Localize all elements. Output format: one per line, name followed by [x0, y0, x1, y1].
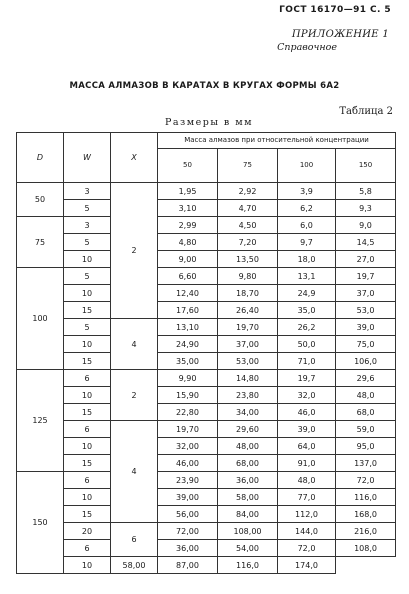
standard-reference: ГОСТ 16170—91 С. 5	[279, 5, 391, 15]
mass-100-cell: 64,0	[278, 438, 336, 455]
table-header-row	[17, 133, 396, 149]
width-cell: 5	[64, 234, 111, 251]
table-row	[17, 421, 396, 438]
appendix-title: ПРИЛОЖЕНИЕ 1	[291, 29, 389, 40]
mass-50-cell: 17,60	[158, 302, 218, 319]
mass-50-cell: 56,00	[158, 506, 218, 523]
mass-75-cell: 2,92	[218, 183, 278, 200]
mass-100-cell: 13,1	[278, 268, 336, 285]
mass-50-cell: 2,99	[158, 217, 218, 234]
table-row	[17, 404, 396, 421]
table-row	[17, 540, 396, 557]
mass-75-cell: 68,00	[218, 455, 278, 472]
mass-75-cell: 108,00	[218, 523, 278, 540]
table-row	[17, 200, 396, 217]
table-row	[17, 523, 396, 540]
diameter-cell: 100	[17, 268, 64, 370]
table-row	[17, 472, 396, 489]
layer-cell: 2	[111, 370, 158, 421]
mass-150-cell: 9,3	[336, 200, 396, 217]
table-row	[17, 302, 396, 319]
dimensions-note: Размеры в мм	[165, 117, 254, 128]
mass-100-cell: 71,0	[278, 353, 336, 370]
layer-cell: 4	[111, 421, 158, 523]
layer-cell: 4	[111, 319, 158, 370]
mass-100-cell: 26,2	[278, 319, 336, 336]
mass-75-cell: 54,00	[218, 540, 278, 557]
width-cell: 5	[64, 200, 111, 217]
diameter-cell: 75	[17, 217, 64, 268]
mass-50-cell: 32,00	[158, 438, 218, 455]
table-row	[17, 455, 396, 472]
width-cell: 10	[64, 387, 111, 404]
mass-100-cell: 6,2	[278, 200, 336, 217]
layer-cell: 6	[111, 523, 158, 557]
mass-75-cell: 19,70	[218, 319, 278, 336]
table-row	[17, 268, 396, 285]
mass-75-cell: 9,80	[218, 268, 278, 285]
mass-150-cell: 75,0	[336, 336, 396, 353]
document-title: МАССА АЛМАЗОВ В КАРАТАХ В КРУГАХ ФОРМЫ 6А2	[69, 81, 340, 91]
mass-75-cell: 4,70	[218, 200, 278, 217]
mass-100-cell: 39,0	[278, 421, 336, 438]
width-cell: 6	[64, 421, 111, 438]
mass-50-cell: 4,80	[158, 234, 218, 251]
mass-50-cell: 46,00	[158, 455, 218, 472]
mass-75-cell: 18,70	[218, 285, 278, 302]
mass-150-cell: 53,0	[336, 302, 396, 319]
mass-150-cell: 29,6	[336, 370, 396, 387]
mass-50-cell: 13,10	[158, 319, 218, 336]
diameter-cell: 50	[17, 183, 64, 217]
table-row	[17, 234, 396, 251]
table-row	[17, 285, 396, 302]
mass-150-cell: 116,0	[336, 489, 396, 506]
table-row	[17, 353, 396, 370]
table-row	[17, 506, 396, 523]
width-cell: 6	[64, 540, 111, 557]
mass-75-cell: 14,80	[218, 370, 278, 387]
mass-150-cell: 108,0	[336, 540, 396, 557]
mass-75-cell: 23,80	[218, 387, 278, 404]
mass-150-cell: 174,0	[278, 557, 336, 574]
mass-75-cell: 4,50	[218, 217, 278, 234]
mass-100-cell: 46,0	[278, 404, 336, 421]
mass-50-cell: 58,00	[111, 557, 158, 574]
table-row	[17, 183, 396, 200]
mass-50-cell: 9,90	[158, 370, 218, 387]
mass-75-cell: 37,00	[218, 336, 278, 353]
header-concentration-100: 100	[278, 149, 336, 183]
mass-100-cell: 50,0	[278, 336, 336, 353]
mass-100-cell: 24,9	[278, 285, 336, 302]
mass-50-cell: 12,40	[158, 285, 218, 302]
mass-100-cell: 77,0	[278, 489, 336, 506]
mass-75-cell: 13,50	[218, 251, 278, 268]
table-row	[17, 319, 396, 336]
mass-50-cell: 19,70	[158, 421, 218, 438]
appendix-subtitle: Справочное	[277, 42, 337, 53]
mass-100-cell: 6,0	[278, 217, 336, 234]
mass-150-cell: 27,0	[336, 251, 396, 268]
mass-75-cell: 29,60	[218, 421, 278, 438]
width-cell: 6	[64, 370, 111, 387]
mass-50-cell: 22,80	[158, 404, 218, 421]
mass-100-cell: 9,7	[278, 234, 336, 251]
diameter-cell: 150	[17, 472, 64, 574]
table-row	[17, 251, 396, 268]
diamond-mass-table	[16, 132, 396, 574]
mass-75-cell: 34,00	[218, 404, 278, 421]
width-cell: 15	[64, 353, 111, 370]
table-row	[17, 557, 396, 574]
mass-75-cell: 58,00	[218, 489, 278, 506]
mass-75-cell: 7,20	[218, 234, 278, 251]
width-cell: 3	[64, 183, 111, 200]
header-concentration-75: 75	[218, 149, 278, 183]
diameter-cell: 125	[17, 370, 64, 472]
width-cell: 10	[64, 251, 111, 268]
mass-150-cell: 137,0	[336, 455, 396, 472]
mass-150-cell: 5,8	[336, 183, 396, 200]
mass-100-cell: 72,0	[278, 540, 336, 557]
mass-150-cell: 168,0	[336, 506, 396, 523]
mass-75-cell: 26,40	[218, 302, 278, 319]
mass-150-cell: 19,7	[336, 268, 396, 285]
table-row	[17, 336, 396, 353]
mass-50-cell: 35,00	[158, 353, 218, 370]
mass-50-cell: 1,95	[158, 183, 218, 200]
layer-cell: 2	[111, 183, 158, 319]
width-cell: 10	[64, 557, 111, 574]
mass-50-cell: 72,00	[158, 523, 218, 540]
mass-100-cell: 19,7	[278, 370, 336, 387]
mass-100-cell: 91,0	[278, 455, 336, 472]
width-cell: 10	[64, 489, 111, 506]
width-cell: 15	[64, 455, 111, 472]
mass-75-cell: 36,00	[218, 472, 278, 489]
width-cell: 10	[64, 285, 111, 302]
table-row	[17, 217, 396, 234]
mass-150-cell: 9,0	[336, 217, 396, 234]
width-cell: 15	[64, 506, 111, 523]
width-cell: 3	[64, 217, 111, 234]
mass-150-cell: 59,0	[336, 421, 396, 438]
mass-50-cell: 39,00	[158, 489, 218, 506]
width-cell: 10	[64, 438, 111, 455]
mass-150-cell: 68,0	[336, 404, 396, 421]
mass-75-cell: 87,00	[158, 557, 218, 574]
mass-50-cell: 3,10	[158, 200, 218, 217]
mass-50-cell: 23,90	[158, 472, 218, 489]
mass-100-cell: 144,0	[278, 523, 336, 540]
mass-100-cell: 48,0	[278, 472, 336, 489]
mass-100-cell: 35,0	[278, 302, 336, 319]
mass-100-cell: 3,9	[278, 183, 336, 200]
mass-75-cell: 48,00	[218, 438, 278, 455]
table-row	[17, 489, 396, 506]
mass-150-cell: 72,0	[336, 472, 396, 489]
header-concentration: Масса алмазов при относительной концентрации	[158, 133, 396, 149]
header-d: D	[17, 133, 64, 183]
mass-75-cell: 84,00	[218, 506, 278, 523]
width-cell: 5	[64, 319, 111, 336]
mass-150-cell: 106,0	[336, 353, 396, 370]
header-w: W	[64, 133, 111, 183]
mass-50-cell: 24,90	[158, 336, 218, 353]
table-body	[17, 183, 396, 574]
table-row	[17, 387, 396, 404]
mass-150-cell: 216,0	[336, 523, 396, 540]
header-concentration-150: 150	[336, 149, 396, 183]
header-x: X	[111, 133, 158, 183]
mass-100-cell: 18,0	[278, 251, 336, 268]
mass-50-cell: 9,00	[158, 251, 218, 268]
mass-100-cell: 112,0	[278, 506, 336, 523]
table-row	[17, 438, 396, 455]
width-cell: 6	[64, 472, 111, 489]
mass-150-cell: 48,0	[336, 387, 396, 404]
width-cell: 20	[64, 523, 111, 540]
mass-50-cell: 6,60	[158, 268, 218, 285]
mass-150-cell: 39,0	[336, 319, 396, 336]
mass-50-cell: 36,00	[158, 540, 218, 557]
mass-50-cell: 15,90	[158, 387, 218, 404]
width-cell: 15	[64, 404, 111, 421]
mass-150-cell: 95,0	[336, 438, 396, 455]
mass-100-cell: 116,0	[218, 557, 278, 574]
width-cell: 5	[64, 268, 111, 285]
table-number: Таблица 2	[339, 106, 393, 117]
width-cell: 15	[64, 302, 111, 319]
table-row	[17, 370, 396, 387]
mass-150-cell: 14,5	[336, 234, 396, 251]
mass-100-cell: 32,0	[278, 387, 336, 404]
width-cell: 10	[64, 336, 111, 353]
mass-75-cell: 53,00	[218, 353, 278, 370]
header-concentration-50: 50	[158, 149, 218, 183]
mass-150-cell: 37,0	[336, 285, 396, 302]
